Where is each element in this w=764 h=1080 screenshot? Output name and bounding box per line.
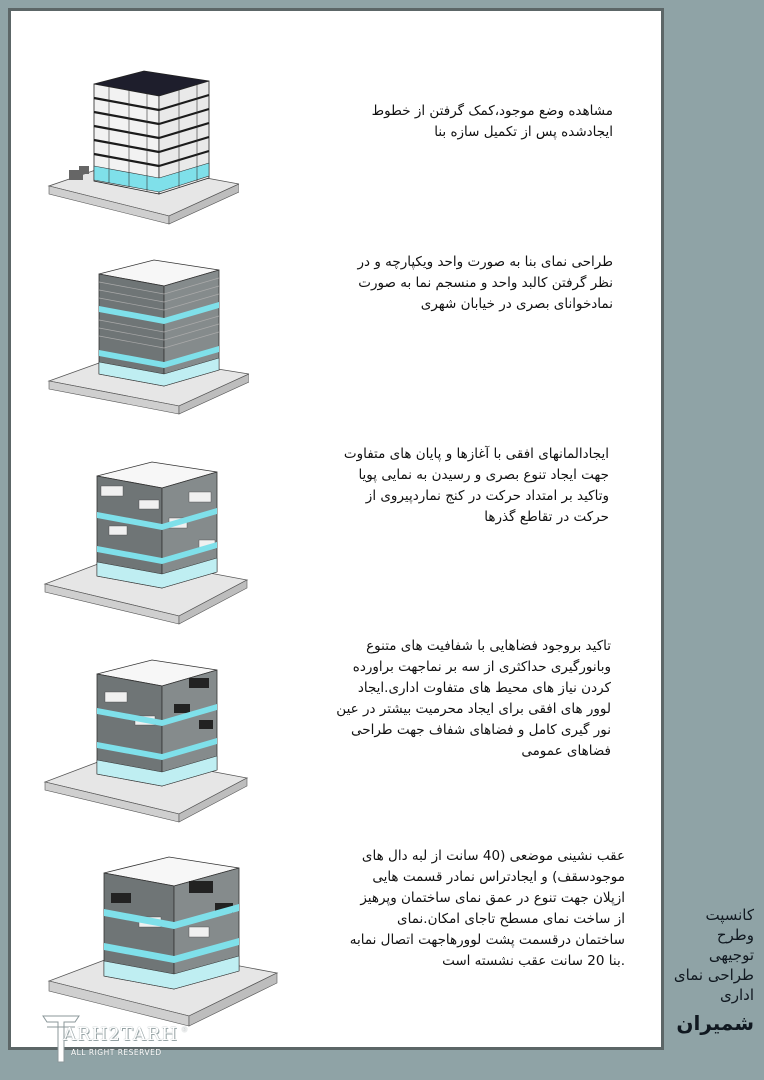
text-line: عقب نشینی موضعی (40 سانت از لبه دال های bbox=[361, 848, 625, 864]
text-line: موجودسقف) و ایجادتراس نمادر قسمت هایی bbox=[372, 869, 625, 885]
title-line: کانسپت bbox=[705, 906, 754, 924]
text-line: ازپلان جهت تنوع در عمق نمای ساختمان وپرهیز bbox=[360, 890, 625, 906]
step-4 bbox=[11, 638, 661, 831]
concept-sheet bbox=[8, 8, 664, 1057]
text-line: فضاهای عمومی bbox=[521, 743, 611, 759]
title-line: وطرح bbox=[716, 926, 754, 944]
text-line: وتاکید بر امتداد حرکت در کنج نماردپیروی از bbox=[365, 488, 609, 504]
building-illustration-4 bbox=[39, 656, 249, 826]
logo-name: ARH2TARH bbox=[63, 1024, 178, 1045]
step-5-description bbox=[265, 846, 625, 972]
step-3-description bbox=[249, 444, 609, 528]
brand-logo bbox=[41, 1006, 191, 1066]
text-line: نمادخوانای بصری در خیابان شهری bbox=[420, 296, 613, 312]
text-line: کردن نیاز های محیط های متفاوت اداری.ایجاد bbox=[357, 680, 611, 696]
step-4-description bbox=[261, 636, 611, 762]
text-line: ایجادشده پس از تکمیل سازه بنا bbox=[434, 124, 613, 140]
logo-tagline: ALL RIGHT RESERVED bbox=[71, 1048, 162, 1057]
registered-mark: ® bbox=[181, 1026, 188, 1034]
title-line: اداری bbox=[720, 986, 754, 1004]
step-1 bbox=[11, 66, 661, 236]
step-2 bbox=[11, 256, 661, 426]
text-line: جهت ایجاد تنوع بصری و رسیدن به نمایی پویا bbox=[358, 467, 609, 483]
text-line: مشاهده وضع موجود،کمک گرفتن از خطوط bbox=[371, 103, 613, 119]
building-illustration-3 bbox=[39, 456, 249, 626]
step-2-description bbox=[273, 252, 613, 315]
location-name: شمیران bbox=[676, 1011, 754, 1035]
text-line: تاکید بروجود فضاهایی با شفافیت های متنوع bbox=[366, 638, 611, 654]
text-line: لوور های افقی برای ایجاد محرمیت بیشتر در عین bbox=[336, 701, 611, 717]
text-line: از ساخت نمای مسطح تاجای امکان.نمای bbox=[397, 911, 625, 927]
text-line: ساختمان درقسمت پشت لوورهاجهت اتصال نمابه bbox=[349, 932, 625, 948]
text-line: نظر گرفتن کالبد واحد و منسجم نما به صورت bbox=[358, 275, 613, 291]
text-line: ایجادالمانهای افقی با آغازها و پایان های متفاوت bbox=[343, 446, 609, 462]
text-line: نور گیری کامل و فضاهای شفاف جهت طراحی bbox=[350, 722, 611, 738]
step-1-description bbox=[273, 101, 613, 143]
text-line: طراحی نمای بنا به صورت واحد ویکپارچه و در bbox=[357, 254, 613, 270]
step-3 bbox=[11, 446, 661, 631]
text-line: .بنا 20 سانت عقب نشسته است bbox=[442, 953, 625, 969]
building-illustration-2 bbox=[39, 256, 249, 416]
text-line: حرکت در تقاطع گذرها bbox=[484, 509, 609, 525]
text-line: وبانورگیری حداکثری از سه بر نماجهت براورده bbox=[352, 659, 611, 675]
title-line: توجیهی bbox=[708, 946, 754, 964]
sheet-title bbox=[670, 905, 754, 1035]
building-illustration-5 bbox=[39, 851, 279, 1031]
building-illustration-1 bbox=[39, 66, 239, 226]
title-line: طراحی نمای bbox=[673, 966, 754, 984]
